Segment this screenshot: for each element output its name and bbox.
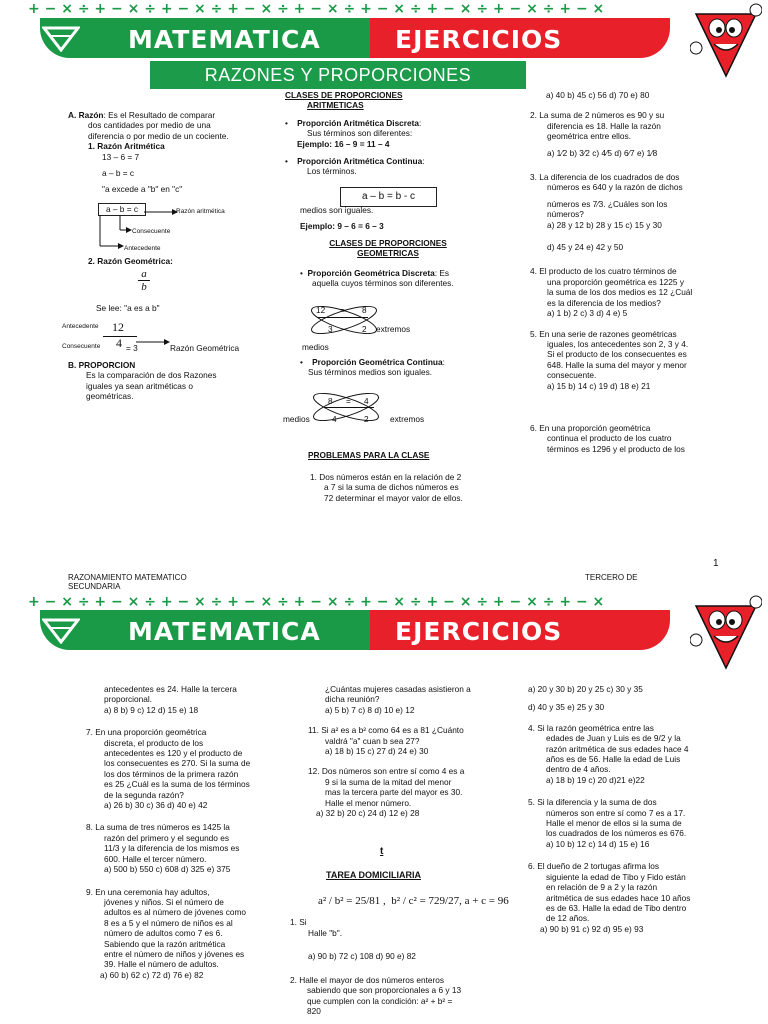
medios-label-2: medios xyxy=(283,414,310,424)
hw2: 2. Halle el mayor de dos números enteros sabiendo que son proporcionales a 6 y 13 que cumplen con la condición: a² + b² = 820 xyxy=(290,975,462,1017)
problem-7: 7. En una proporción geométrica discreta, el producto de los antecedentes es 120 y el producto de los consecuentes es 270. Si la suma de los dos términos de la primera razón es 25 ¿Cuál es la suma de los términos de la segunda razón? a) 26 b) 30 c) 36 d) 40 e) 42 xyxy=(86,727,251,811)
problem-9: 9. En una ceremonia hay adultos, jóvenes y niños. Si el número de adultos es al número de jóvenes como 8 es a 5 y el número de niños es al número de adultos como 7 es 6. Sabiendo que la razón aritmética entre el número de niños y jóvenes es 39. Halle el número de adultos. a) 60 b) 62 c) 72 d) 76 e) 82 xyxy=(86,886,247,980)
p2-col3: a) 20 y 30 b) 20 y 25 c) 30 y 35 d) 40 y 35 e) 25 y 30 4. Si la razón geométrica entre las edades de Juan y Luis es de 9/2 y la razón aritmética de sus edades hace 4 años es de 56. Halle la edad de Luis dentro de 4 años. a) 18 b) 19 c) 20 d)21 e)22 5. Si la diferencia y la suma de dos números son entre sí como 7 es a 17. Halle el menor de ellos si la suma de los cuadrados de los números es 676. a) 10 b) 12 c) 14 d) 15 e) 16 6. El dueño de 2 tortugas afirma los siguiente la edad de Tibo y Fido están en relación de 9 a 2 y la razón aritmética de sus edades hace 10 años es de 63. Halle la edad de Tibo dentro de 12 años. a) 90 b) 91 c) 92 d) 95 e) 93 xyxy=(528,684,708,934)
problem-11: 11. Si a² es a b² como 64 es a 81 ¿Cuánto valdrá "a" cuan b sea 27? a) 18 b) 15 c) 27 d) 24 e) 30 xyxy=(308,725,464,757)
stray-t: t xyxy=(380,846,384,857)
problem-4: 4. El producto de los cuatro términos de una proporción geométrica es 1225 y la suma de los dos medios es 12 ¿Cuál es la diferencia de los medios? a) 1 b) 2 c) 3 d) 4 e) 5 xyxy=(530,266,693,319)
fraction-a-b: a b xyxy=(138,268,150,293)
math-symbols-strip-2: + − × ÷ + − × ÷ + − × ÷ + − × ÷ + − × ÷ + − × ÷ + − × ÷ + − × ÷ + − × xyxy=(28,595,605,609)
hw1-si: 1. Si xyxy=(290,917,307,927)
diagram2-n3: 4 xyxy=(332,414,337,424)
section-title: RAZONES Y PROPORCIONES xyxy=(150,61,526,89)
arithmetic-ratio-box: a – b = c xyxy=(98,203,146,216)
fraction-bar xyxy=(103,336,137,337)
label-consecuente: Consecuente xyxy=(132,228,171,235)
arithmetic-proportions: CLASES DE PROPORCIONES ARITMETICAS • Proporción Aritmética Discreta: Sus términos son diferentes: Ejemplo: 16 – 9 = 11 – 4 • Proporción Aritmética Continua: Los términos. xyxy=(285,90,425,177)
diagram2-n1: 8 xyxy=(328,396,333,406)
problems-heading: PROBLEMAS PARA LA CLASE xyxy=(308,450,430,460)
diagram1-n1: 12 xyxy=(316,305,326,315)
hw1-formula: a² / b² = 25/81 , b² / c² = 729/27, a + c = 96 xyxy=(318,895,509,907)
problem-5: 5. En una serie de razones geométricas iguales, los antecedentes son 2, 3 y 4. Si el producto de los consecuentes es 648. Halle la suma del mayor y menor consecuente. a) 15 b) 14 c) 19 d) 18 e) 21 xyxy=(530,328,689,391)
definition-razon: A. Razón: Es el Resultado de comparar dos cantidades por medio de una diferencia o por medio de un cociente. 1. Razón Aritmética 13 – 6 = 7 a – b = c "a excede a "b" en "c" xyxy=(68,110,229,195)
read-text: Se lee: "a es a b" xyxy=(96,303,160,313)
diagram1-n4: 2 xyxy=(362,324,367,334)
geometric-heading: CLASES DE PROPORCIONES GEOMETRICAS xyxy=(329,238,447,259)
medios-label-1: medios xyxy=(302,342,329,352)
diagram1-n3: 3 xyxy=(328,324,333,334)
problem-1: 1. Dos números están en la relación de 2 a 7 si la suma de dichos números es 72 determinar el mayor valor de ellos. xyxy=(310,472,463,503)
razon-geometrica-heading: 2. Razón Geométrica: xyxy=(88,256,173,266)
medios-text: medios son iguales. xyxy=(300,205,374,215)
geometric-discrete: • Proporción Geométrica Discreta: Es aquella cuyos términos son diferentes. xyxy=(300,268,454,289)
footer-right: TERCERO DE xyxy=(585,573,638,582)
result-3: = 3 xyxy=(126,343,138,353)
banner-title-left: MATEMATICA xyxy=(128,25,321,54)
denominator-4: 4 xyxy=(116,336,122,350)
problem-6: 6. En una proporción geométrica continua el producto de los cuatro términos es 1296 y el producto de los xyxy=(530,422,685,454)
mascot-icon-2 xyxy=(690,592,762,672)
answers-col3: a) 40 b) 45 c) 56 d) 70 e) 80 2. La suma de 2 números es 90 y su diferencia es 18. Halle la razón geométrica entre ellos. a) 1⁄2 b) 3⁄2 c) 4⁄5 d) 6⁄7 e) 1⁄8 3. La diferencia de los cuadrados de dos números es 640 y la razón de dichos números es 7⁄3. ¿Cuáles son los números? a) 28 y 12 b) 28 y 15 c) 15 y 30 d) 45 y 24 e) 42 y 50 4. El producto de los cuatro términos de una proporción geométrica es 1225 y la suma de los dos medios es 12 ¿Cuál es la diferencia de los medios? a) 1 b) 2 c) 3 d) 4 e) 5 5. En una serie de razones geométricas iguales, los antecedentes son 2, 3 y 4. Si el producto de los consecuentes es 648. Halle la suma del mayor y menor consecuente. a) 15 b) 14 c) 19 d) 18 e) 21 6. En una proporción geométrica continua el producto de los cuatro términos es 1296 y el producto de los xyxy=(530,90,705,454)
hw-problem-5: 5. Si la diferencia y la suma de dos números son entre sí como 7 es a 17. Halle el menor de ellos si la suma de los cuadrados de los números es 676. a) 10 b) 12 c) 14 d) 15 e) 16 xyxy=(528,797,687,849)
problem-3: 3. La diferencia de los cuadrados de dos números es 640 y la razón de dichos números es 7⁄3. ¿Cuáles son los números? a) 28 y 12 b) 28 y 15 c) 15 y 30 d) 45 y 24 e) 42 y 50 xyxy=(530,172,683,253)
extremos-label-1: extremos xyxy=(376,324,411,334)
logo-icon xyxy=(42,24,80,52)
problem-8: 8. La suma de tres números es 1425 la razón del primero y el segundo es 11/3 y la diferencia de los mismos es 600. Halle el tercer número. a) 500 b) 550 c) 608 d) 325 e) 375 xyxy=(86,822,240,875)
header-banner-2 xyxy=(40,610,720,652)
problem-2: 2. La suma de 2 números es 90 y su diferencia es 18. Halle la razón geométrica entre ellos. a) 1⁄2 b) 3⁄2 c) 4⁄5 d) 6⁄7 e) 1⁄8 xyxy=(530,110,665,158)
numerator-12: 12 xyxy=(112,320,124,334)
hw1-halle: Halle "b". xyxy=(308,928,343,938)
banner-title-right: EJERCICIOS xyxy=(395,25,563,54)
page-number: 1 xyxy=(713,558,719,569)
homework-heading: TAREA DOMICILIARIA xyxy=(326,870,421,880)
diagram2-n2: 4 xyxy=(364,396,369,406)
hw1-options: a) 90 b) 72 c) 108 d) 90 e) 82 xyxy=(308,951,416,961)
hw-problem-6: 6. El dueño de 2 tortugas afirma los siguiente la edad de Tibo y Fido están en relación de 9 a 2 y la razón aritmética de sus edades hace 10 años es de 63. Halle la edad de Tibo dentro de 12 años. a) 90 b) 91 c) 92 d) 95 e) 93 xyxy=(528,861,691,934)
banner-title-right-2: EJERCICIOS xyxy=(395,617,563,646)
p2-col1: antecedentes es 24. Halle la tercera proporcional. a) 8 b) 9 c) 12 d) 15 e) 18 7. En una proporción geométrica discreta, el producto de los antecedentes es 120 y el producto de los consecuentes es 270. Si la suma de los dos términos de la primera razón es 25 ¿Cuál es la suma de los términos de la segunda razón? a) 26 b) 30 c) 36 d) 40 e) 42 8. La suma de tres números es 1425 la razón del primero y el segundo es 11/3 y la diferencia de los mismos es 600. Halle el tercer número. a) 500 b) 550 c) 608 d) 325 e) 375 9. En una ceremonia hay adultos, jóvenes y niños. Si el número de adultos es al número de jóvenes como 8 es a 5 y el número de niños es al número de adultos como 7 es 6. Sabiendo que la razón aritmética entre el número de niños y jóvenes es 39. Halle el número de adultos. a) 60 b) 62 c) 72 d) 76 e) 82 xyxy=(86,684,261,980)
diagram2-bar xyxy=(324,407,374,408)
diagram1-n2: 8 xyxy=(362,305,367,315)
continuous-proportion-box: a – b = b - c xyxy=(340,187,437,207)
mascot-icon xyxy=(690,0,762,80)
logo-icon-2 xyxy=(42,616,80,644)
extremos-label-2: extremos xyxy=(390,414,425,424)
header-banner xyxy=(40,18,720,60)
diagram2-n4: 2 xyxy=(364,414,369,424)
hw-problem-4: 4. Si la razón geométrica entre las edades de Juan y Luis es de 9/2 y la razón aritmética de sus edades hace 4 años es de 56. Halle la edad de Luis dentro de 4 años. a) 18 b) 19 c) 20 d)21 e)22 xyxy=(528,722,689,785)
diagram1-eq: = xyxy=(340,305,345,315)
label-consecuente-2: Consecuente xyxy=(62,343,101,350)
banner-title-left-2: MATEMATICA xyxy=(128,617,321,646)
p2-col2: ¿Cuántas mujeres casadas asistieron a dicha reunión? a) 5 b) 7 c) 8 d) 10 e) 12 11. Si a² es a b² como 64 es a 81 ¿Cuánto valdrá "a" cuan b sea 27? a) 18 b) 15 c) 27 d) 24 e) 30 12. Dos números son entre sí como 4 es a 9 si la suma de la mitad del menor mas la tercera parte del mayor es 30. Halle el menor número. a) 32 b) 20 c) 24 d) 12 e) 28 xyxy=(308,684,488,818)
problem-12: 12. Dos números son entre sí como 4 es a 9 si la suma de la mitad del menor mas la tercera parte del mayor es 30. Halle el menor número. a) 32 b) 20 c) 24 d) 12 e) 28 xyxy=(308,766,465,819)
label-antecedente-2: Antecedente xyxy=(62,323,99,330)
example-text: Ejemplo: 9 – 6 = 6 – 3 xyxy=(300,221,384,231)
geometric-continuous: • Proporción Geométrica Continua: Sus términos medios son iguales. xyxy=(300,357,445,378)
diagram2-eq: = xyxy=(346,396,351,406)
definition-proporcion: B. PROPORCION Es la comparación de dos Razones iguales ya sean aritméticas o geométricas. xyxy=(68,360,217,402)
label-razon-aritmetica: Razón aritmética xyxy=(176,208,225,215)
arrow-icon xyxy=(136,338,170,346)
label-antecedente: Antecedente xyxy=(124,245,161,252)
label-razon-geometrica: Razón Geométrica xyxy=(170,343,240,353)
footer-left: RAZONAMIENTO MATEMATICO SECUNDARIA xyxy=(68,573,187,591)
math-symbols-strip: + − × ÷ + − × ÷ + − × ÷ + − × ÷ + − × ÷ + − × ÷ + − × ÷ + − × ÷ + − × xyxy=(28,2,605,16)
diagram1-bar xyxy=(318,317,368,318)
